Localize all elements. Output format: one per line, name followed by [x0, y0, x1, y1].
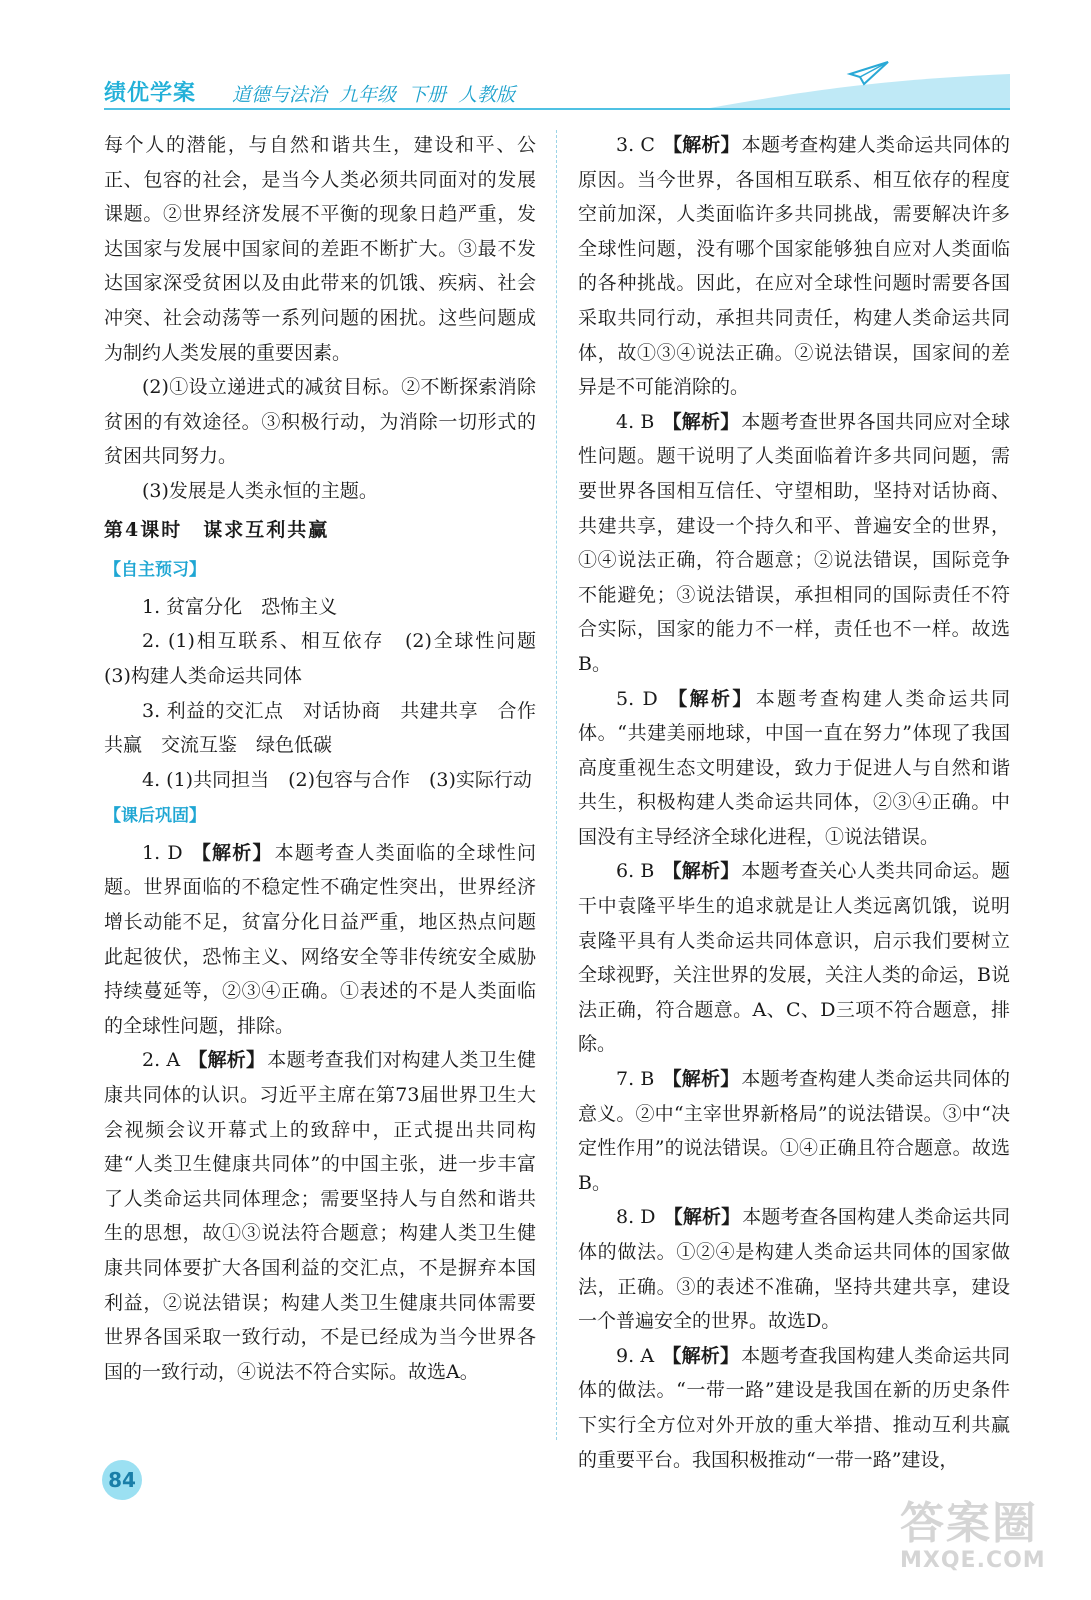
- paper-plane-wave-icon: [700, 60, 1012, 112]
- paragraph: 每个人的潜能，与自然和谐共生，建设和平、公正、包容的社会，是当今人类必须共同面对的发展课题。②世界经济发展不平衡的现象日趋严重，发达国家与发展中国家间的差距不断扩大。③最不发达国家深受贫困以及由此带来的饥饿、疾病、社会冲突、社会动荡等一系列问题的困扰。这些问题成为制约人类发展的重要因素。: [104, 134, 536, 364]
- question-number: 1. D: [142, 841, 183, 864]
- watermark-url: MXQE.COM: [900, 1548, 1046, 1573]
- brand-logo: 绩优学案: [104, 81, 197, 106]
- question-number: 9. A: [616, 1344, 655, 1367]
- column-divider: [556, 130, 557, 1440]
- question-number: 4. B: [616, 410, 655, 433]
- answer-item: [578, 1200, 1010, 1338]
- paragraph: (2)①设立递进式的减贫目标。②不断探索消除贫困的有效途径。③积极行动，为消除一切形式的贫困共同努力。: [104, 376, 536, 468]
- analysis-text: 本题考查构建人类命运共同体的意义。②中“主宰世界新格局”的说法错误。③中“决定性作用”的说法错误。①④正确且符合题意。故选B。: [578, 1068, 1010, 1194]
- section-heading-preview: 【自主预习】: [104, 560, 206, 581]
- question-number: 5. D: [616, 687, 658, 710]
- analysis-tag: 【解析】: [668, 687, 754, 710]
- answer-item: 3. 利益的交汇点 对话协商 共建共享 合作共赢 交流互鉴 绿色低碳: [104, 699, 536, 757]
- analysis-text: 本题考查关心人类共同命运。题干中袁隆平毕生的追求就是让人类远离饥饿，说明袁隆平具有人类命运共同体意识，启示我们要树立全球视野，关注世界的发展，关注人类的命运，B说法正确，符合题意。A、C、D三项不符合题意，排除。: [578, 860, 1010, 1056]
- answer-item: [578, 682, 1010, 855]
- book-subtitle: 道德与法治 九年级 下册 人教版: [232, 84, 516, 106]
- question-number: 6. B: [616, 860, 655, 883]
- page-number: 84: [102, 1460, 142, 1500]
- analysis-text: 本题考查人类面临的全球性问题。世界面临的不稳定性不确定性突出，世界经济增长动能不足，贫富分化日益严重，地区热点问题此起彼伏，恐怖主义、网络安全等非传统安全威胁持续蔓延等，②③④正确。①表述的不是人类面临的全球性问题，排除。: [104, 841, 537, 1037]
- analysis-text: 本题考查构建人类命运共同体。“共建美丽地球，中国一直在努力”体现了我国高度重视生态文明建设，致力于促进人与自然和谐共生，积极构建人类命运共同体，②③④正确。中国没有主导经济全球化进程，①说法错误。: [578, 687, 1010, 848]
- answer-item: [104, 1043, 536, 1389]
- analysis-text: 本题考查世界各国共同应对全球性问题。题干说明了人类面临着许多共同问题，需要世界各国相互信任、守望相助，坚持对话协商、共建共享，建设一个持久和平、普遍安全的世界，①④说法正确，符合题意；②说法错误，国际竞争不能避免；③说法错误，承担相同的国际责任不符合实际，国家的能力不一样，责任也不一样。故选B。: [578, 410, 1010, 675]
- answer-item: [578, 405, 1010, 682]
- question-number: 2. A: [142, 1049, 181, 1072]
- watermark: [900, 1500, 1070, 1590]
- analysis-tag: 【解析】: [663, 1206, 741, 1229]
- section-heading-review: 【课后巩固】: [104, 806, 206, 827]
- answer-item: [578, 128, 1010, 405]
- analysis-tag: 【解析】: [662, 1068, 740, 1091]
- analysis-tag: 【解析】: [662, 860, 740, 883]
- analysis-text: 本题考查我们对构建人类卫生健康共同体的认识。习近平主席在第73届世界卫生大会视频会议开幕式上的致辞中，正式提出共同构建“人类卫生健康共同体”的中国主张，进一步丰富了人类命运共同体理念；需要坚持人与自然和谐共生的思想，故①③说法符合题意；构建人类卫生健康共同体要扩大各国利益的交汇点，不是摒弃本国利益，②说法错误；构建人类卫生健康共同体需要世界各国采取一致行动，不是已经成为当今世界各国的一致行动，④说法不符合实际。故选A。: [104, 1049, 536, 1383]
- answer-item: 1. 贫富分化 恐怖主义: [142, 595, 338, 618]
- analysis-tag: 【解析】: [663, 134, 740, 156]
- left-column: [104, 128, 556, 1389]
- page-header: [0, 0, 1091, 120]
- answer-item: [578, 1062, 1010, 1200]
- answer-item: 2. (1)相互联系、相互依存 (2)全球性问题 (3)构建人类命运共同体: [104, 630, 556, 687]
- analysis-text: 本题考查各国构建人类命运共同体的做法。①②④是构建人类命运共同体的国家做法，正确。③的表述不准确，坚持共建共享，建设一个普遍安全的世界。故选D。: [578, 1206, 1010, 1333]
- answer-item: [104, 836, 536, 1044]
- question-number: 7. B: [616, 1068, 655, 1091]
- header-rule: [104, 108, 1010, 110]
- analysis-text: 本题考查构建人类命运共同体的原因。当今世界，各国相互联系、相互依存的程度空前加深，人类面临许多共同挑战，需要解决许多全球性问题，没有哪个国家能够独自应对人类面临的各种挑战。因此，在应对全球性问题时需要各国采取共同行动，承担共同责任，构建人类命运共同体，故①③④说法正确。②说法错误，国家间的差异是不可能消除的。: [578, 134, 1010, 399]
- question-number: 8. D: [616, 1206, 656, 1229]
- analysis-tag: 【解析】: [662, 1344, 740, 1367]
- paragraph: (3)发展是人类永恒的主题。: [142, 479, 378, 502]
- watermark-logo-text: 答案圈: [900, 1498, 1038, 1549]
- analysis-tag: 【解析】: [191, 841, 273, 864]
- right-column: [578, 128, 1010, 1477]
- analysis-tag: 【解析】: [188, 1049, 266, 1072]
- lesson-title: 第4课时 谋求互利共赢: [104, 518, 330, 541]
- answer-item: [578, 1339, 1010, 1477]
- analysis-text: 本题考查我国构建人类命运共同体的做法。“一带一路”建设是我国在新的历史条件下实行全方位对外开放的重大举措、推动互利共赢的重要平台。我国积极推动“一带一路”建设，: [578, 1344, 1010, 1471]
- answer-item: 4. (1)共同担当 (2)包容与合作 (3)实际行动: [142, 768, 532, 791]
- question-number: 3. C: [616, 134, 655, 156]
- answer-item: [578, 854, 1010, 1062]
- analysis-tag: 【解析】: [662, 410, 740, 433]
